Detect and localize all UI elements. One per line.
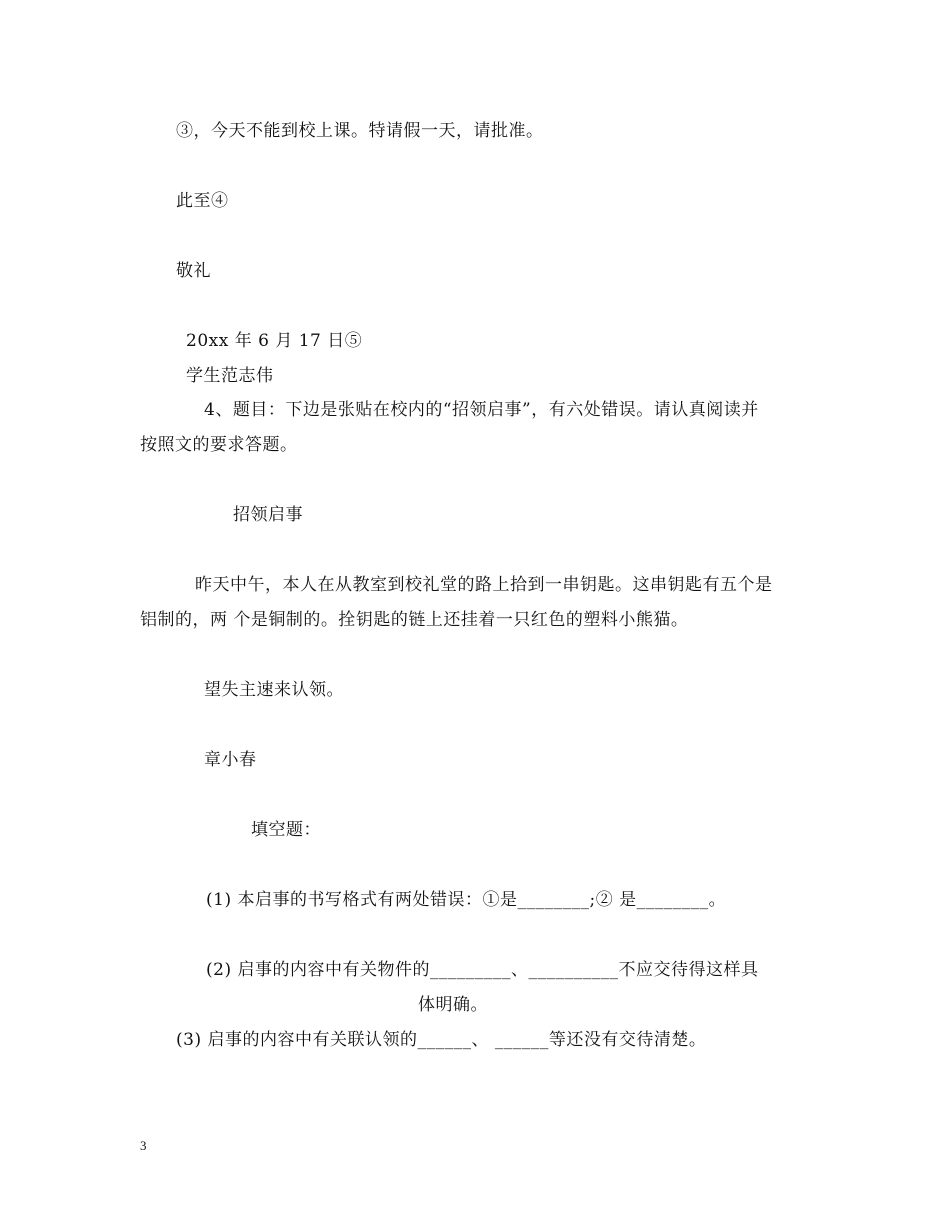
letter-body-line: ③，今天不能到校上课。特请假一天，请批准。	[176, 121, 544, 141]
notice-title: 招领启事	[233, 505, 303, 525]
fill-in-item: (1) 本启事的书写格式有两处错误：①是________;② 是________。	[206, 890, 727, 910]
page-number: 3	[140, 1138, 147, 1153]
letter-date: 20xx 年 6 月 17 日⑤	[186, 331, 363, 351]
notice-body-line: 铝制的，两 个是铜制的。拴钥匙的链上还挂着一只红色的塑料小熊猫。	[140, 610, 689, 630]
notice-signer: 章小春	[204, 750, 257, 770]
fill-in-item: (2) 启事的内容中有关物件的_________、__________不应交待得这样具	[206, 960, 759, 980]
letter-salutation: 敬礼	[176, 261, 211, 281]
fill-in-heading: 填空题：	[251, 820, 321, 840]
question-prompt-line: 按照文的要求答题。	[140, 435, 298, 455]
letter-signature: 学生范志伟	[186, 366, 274, 386]
fill-in-item: (3) 启事的内容中有关联认领的______、 ______等还没有交待清楚。	[176, 1030, 707, 1050]
letter-closing-line: 此至④	[176, 191, 229, 211]
notice-request: 望失主速来认领。	[204, 680, 344, 700]
fill-in-item-continuation: 体明确。	[418, 995, 488, 1015]
notice-body-line: 昨天中午，本人在从教室到校礼堂的路上拾到一串钥匙。这串钥匙有五个是	[195, 575, 773, 595]
question-prompt-line: 4、题目：下边是张贴在校内的“招领启事”，有六处错误。请认真阅读并	[204, 400, 759, 420]
